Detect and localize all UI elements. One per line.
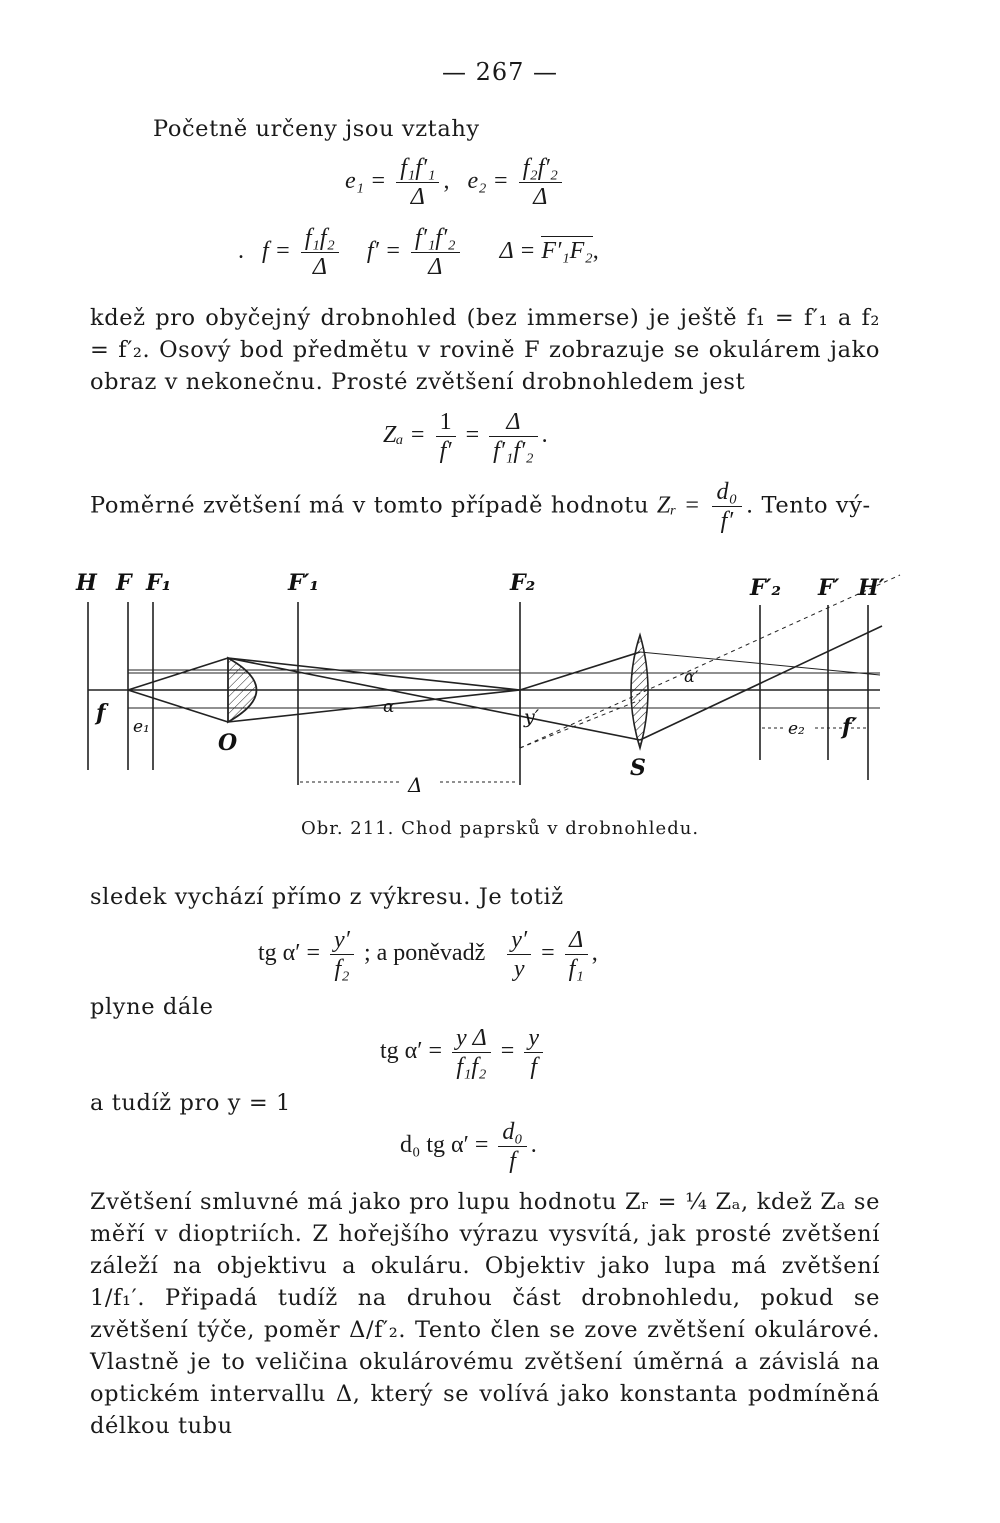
- equation-tg-alpha-1: [258, 926, 598, 983]
- za-denominator-2: f′₁f′₂: [493, 438, 534, 464]
- plyne-line: plyne dále: [90, 994, 214, 1020]
- delta-end: ,: [592, 238, 599, 265]
- e2-denominator: Δ: [533, 184, 548, 210]
- eq5-lhs: tg α′ =: [380, 1038, 443, 1065]
- ray-diagram-figure: [0, 560, 1000, 810]
- zr-fraction: [712, 478, 742, 535]
- equation-e1-e2: [345, 154, 566, 211]
- za-denominator-1: f′: [439, 438, 452, 464]
- e1-numerator: f₁f′₁: [400, 155, 436, 181]
- label-Delta: Δ: [408, 773, 423, 797]
- za-end: .: [541, 422, 548, 449]
- label-e2: e₂: [788, 719, 805, 739]
- e1-separator: ,: [443, 168, 450, 195]
- eq5-numerator-2: y: [528, 1025, 539, 1051]
- fprime-lhs: f′ =: [366, 238, 402, 265]
- eq6-end: .: [530, 1132, 537, 1159]
- label-F: F: [116, 570, 132, 596]
- fprime-fraction: [411, 224, 460, 281]
- za-numerator-2: Δ: [506, 409, 521, 435]
- label-f: f: [96, 700, 106, 726]
- label-fp: f′: [842, 714, 858, 740]
- label-H: H: [76, 570, 97, 596]
- equation-f-fprime-delta: [238, 224, 599, 281]
- e1-fraction: [396, 154, 439, 211]
- label-F1p: F′₁: [288, 570, 320, 596]
- fprime-denominator: Δ: [428, 254, 443, 280]
- eq5-denominator-1: f₁f₂: [456, 1054, 487, 1080]
- za-lhs: Zₐ =: [383, 422, 426, 449]
- eq4-denominator-2: y: [513, 956, 525, 982]
- equation-za: [383, 408, 548, 465]
- delta-lhs: Δ =: [499, 238, 536, 265]
- page-number: — 267 —: [441, 58, 559, 86]
- zr-lhs: Zᵣ =: [656, 492, 701, 519]
- tudiz-line: a tudíž pro y = 1: [90, 1090, 291, 1116]
- eq5-denominator-2: f: [530, 1054, 537, 1080]
- eq4-fraction-1: [330, 926, 354, 983]
- figure-caption: Obr. 211. Chod paprsků v drobnohledu.: [300, 818, 700, 839]
- e2-numerator: f₂f′₂: [522, 155, 558, 181]
- f-numerator: f₁f₂: [304, 225, 335, 251]
- eq2-dot: .: [238, 238, 244, 265]
- eq4-lhs: tg α′ =: [258, 940, 321, 967]
- eq5-fraction-1: [452, 1024, 491, 1081]
- zr-denominator: f′: [720, 508, 734, 534]
- zr-numerator: d₀: [716, 479, 738, 505]
- label-alphap: α′: [684, 667, 699, 686]
- label-yp: y′: [524, 706, 540, 728]
- label-alpha: α: [383, 697, 395, 717]
- eq4-fraction-3: [565, 926, 588, 983]
- e1-lhs: e₁ =: [345, 168, 387, 195]
- f-fraction: [301, 224, 339, 281]
- eq4-denominator-3: f₁: [568, 956, 584, 982]
- e2-fraction: [519, 154, 562, 211]
- delta-rhs: F′₁F₂: [541, 238, 593, 265]
- eq5-equals: =: [500, 1038, 515, 1065]
- paragraph-1: kdež pro obyčejný drobnohled (bez immerse) je ještě f₁ = f′₁ a f₂ = f′₂. Osový bod předmětu v rovině F zobrazuje se okulárem jako obraz v nekonečnu. Prosté zvětšení drobnohledem jest: [90, 305, 880, 395]
- eq4-equals: =: [541, 940, 555, 967]
- eq4-numerator-2: y′: [511, 927, 528, 953]
- intro-line: Početně určeny jsou vztahy: [153, 116, 480, 142]
- eq4-fraction-2: [507, 926, 531, 983]
- label-F2p: F′₂: [750, 575, 782, 601]
- e2-lhs: e₂ =: [467, 168, 509, 195]
- paragraph-2: [90, 478, 871, 535]
- equation-d0-tg-alpha: [400, 1118, 537, 1175]
- za-fraction-2: [489, 408, 538, 465]
- eq5-fraction-2: [524, 1024, 543, 1081]
- label-e1: e₁: [133, 717, 150, 737]
- f-lhs: f =: [262, 238, 291, 265]
- eq4-end: ,: [591, 940, 598, 967]
- eq4-mid: ; a poněvadž: [363, 940, 486, 967]
- e1-denominator: Δ: [410, 184, 425, 210]
- eq6-lhs: d₀ tg α′ =: [400, 1132, 489, 1159]
- fprime-numerator: f′₁f′₂: [415, 225, 456, 251]
- label-Hp: H′: [858, 575, 885, 601]
- label-S: S: [630, 755, 646, 781]
- label-F2: F₂: [510, 570, 536, 596]
- label-O: O: [218, 730, 238, 756]
- eq6-numerator: d₀: [502, 1119, 523, 1145]
- za-equals: =: [465, 422, 480, 449]
- eyepiece-lens: [631, 635, 648, 748]
- f-denominator: Δ: [312, 254, 327, 280]
- paragraph-4: Zvětšení smluvné má jako pro lupu hodnotu Zᵣ = ¼ Zₐ, kdež Zₐ se měří v dioptriích. Z hořejšího výrazu vysvítá, jak prosté zvětšení záleží na objektivu a okuláru. Objektiv jako lupa má zvětšení 1/f₁′. Připadá tudíž na druhou část drobnohledu, pokud se zvětšení týče, poměr Δ/f′₂. Tento člen se zove zvětšení okulárové. Vlastně je to veličina okulárovému zvětšení úměrná a závislá na optickém intervallu Δ, který se volívá jako konstanta podmíněná délkou tubu: [90, 1189, 880, 1439]
- eq4-numerator-1: y′: [334, 927, 350, 953]
- objective-lens: [228, 658, 257, 722]
- label-F1: F₁: [146, 570, 172, 596]
- para2-text: Poměrné zvětšení má v tomto případě hodnotu: [90, 492, 650, 519]
- para2-after: . Tento vý-: [745, 492, 871, 519]
- eq6-fraction: [498, 1118, 526, 1175]
- za-fraction-1: [436, 408, 456, 465]
- paragraph-3: sledek vychází přímo z výkresu. Je totiž: [90, 884, 564, 910]
- equation-tg-alpha-2: [380, 1024, 547, 1081]
- eq5-numerator-1: y Δ: [456, 1025, 487, 1051]
- eq4-denominator-1: f₂: [334, 956, 350, 982]
- eq6-denominator: f: [509, 1148, 516, 1174]
- za-numerator-1: 1: [436, 408, 456, 437]
- label-Fp: F′: [818, 575, 840, 601]
- eq4-numerator-3: Δ: [569, 927, 584, 953]
